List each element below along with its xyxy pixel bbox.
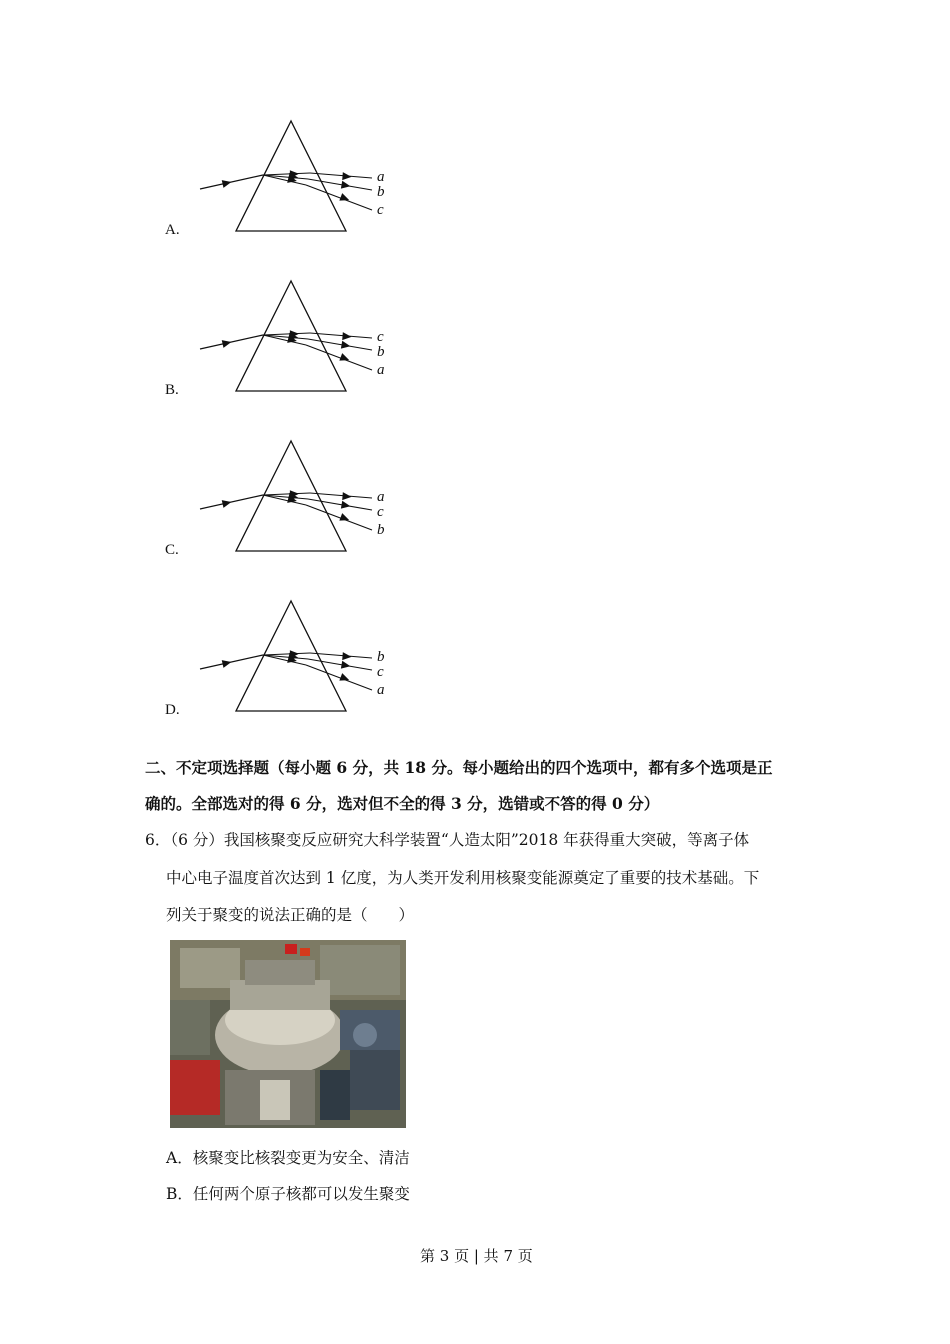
exit-ray-arrow [341, 341, 351, 349]
option-label-d: D. [165, 702, 180, 718]
prism-svg-d [190, 598, 410, 718]
incident-ray [200, 175, 263, 189]
exit-ray [308, 499, 372, 510]
exit-ray-arrow [342, 172, 351, 180]
prism-svg-c [190, 438, 410, 558]
exit-ray-arrow [341, 661, 351, 669]
section-heading-line1: 二、不定项选择题（每小题 6 分，共 18 分。每小题给出的四个选项中，都有多个选项是正 [145, 758, 773, 777]
ray-label-a: a [377, 362, 385, 378]
ray-label-c: c [377, 664, 384, 680]
exit-ray [308, 339, 372, 350]
section-heading-line2: 确的。全部选对的得 6 分，选对但不全的得 3 分，选错或不答的得 0 分） [145, 794, 660, 813]
exit-ray-arrow [342, 652, 351, 660]
refracted-ray-inside [263, 333, 310, 335]
ray-label-c: c [377, 504, 384, 520]
prism-diagram-a [190, 118, 410, 238]
prism-diagram-b [190, 278, 410, 398]
ray-label-a: a [377, 489, 385, 505]
incident-ray-arrow [222, 660, 232, 668]
incident-ray-arrow [222, 500, 232, 508]
incident-ray [200, 495, 263, 509]
prism-diagram-c [190, 438, 410, 558]
exit-ray [308, 179, 372, 190]
refracted-ray-inside [263, 173, 310, 175]
page-footer: 第 3 页 | 共 7 页 [420, 1247, 533, 1265]
question-6-choice-a: A．核聚变比核裂变更为安全、清洁 [166, 1149, 410, 1167]
ray-label-a: a [377, 682, 385, 698]
question-6-line1: 6．（6 分）我国核聚变反应研究大科学装置“人造太阳”2018 年获得重大突破，等离子体 [145, 831, 750, 849]
prism-svg-a [190, 118, 410, 238]
ray-label-b: b [377, 649, 385, 665]
incident-ray-arrow [222, 340, 232, 348]
refracted-ray-inside [263, 653, 310, 655]
ray-label-b: b [377, 344, 385, 360]
exit-ray-arrow [339, 353, 349, 360]
incident-ray [200, 655, 263, 669]
prism-svg-b [190, 278, 410, 398]
ray-label-a: a [377, 169, 385, 185]
option-label-c: C. [165, 542, 179, 558]
ray-label-b: b [377, 184, 385, 200]
exit-ray [308, 659, 372, 670]
exit-ray-arrow [341, 181, 351, 189]
fusion-device-photo [170, 940, 406, 1128]
incident-ray [200, 335, 263, 349]
ray-label-c: c [377, 329, 384, 345]
option-label-a: A. [165, 222, 180, 238]
exit-ray-arrow [342, 332, 351, 340]
exit-ray-arrow [339, 193, 349, 200]
exit-ray-arrow [339, 673, 349, 680]
ray-label-b: b [377, 522, 385, 538]
ray-label-c: c [377, 202, 384, 218]
option-label-b: B. [165, 382, 179, 398]
question-6-line3: 列关于聚变的说法正确的是（ ） [166, 906, 415, 924]
question-6-line2: 中心电子温度首次达到 1 亿度，为人类开发利用核聚变能源奠定了重要的技术基础。下 [166, 869, 760, 887]
exit-ray-arrow [341, 501, 351, 509]
question-6-choice-b: B．任何两个原子核都可以发生聚变 [166, 1185, 410, 1203]
refracted-ray-inside [263, 493, 310, 495]
incident-ray-arrow [222, 180, 232, 188]
exit-ray-arrow [339, 513, 349, 520]
exit-ray-arrow [342, 492, 351, 500]
prism-diagram-d [190, 598, 410, 718]
